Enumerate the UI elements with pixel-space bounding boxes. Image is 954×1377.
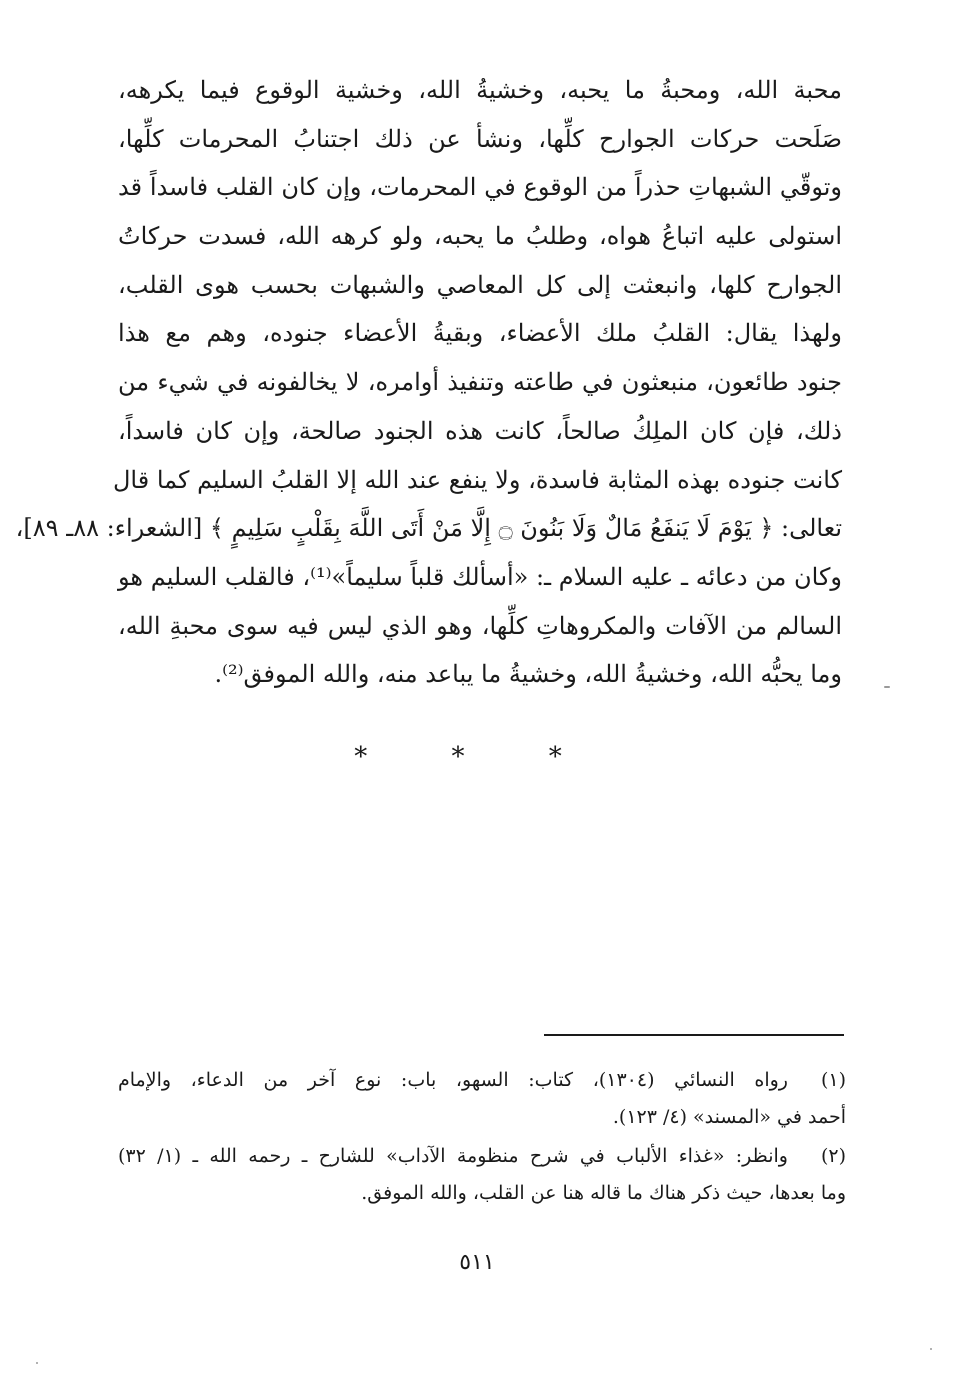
footnote-number: (٢) [820,1145,846,1167]
body-line: استولى عليه اتباعُ هواه، وطلبُ ما يحبه، ولو كرهه الله، فسدت حركاتُ [118,222,842,251]
quran-verse-line: تعالى: ﴿ يَوْمَ لَا يَنفَعُ مَالٌ وَلَا بَنُونَ ۝ إِلَّا مَنْ أَتَى اللَّهَ بِقَلْبٍ سَلِيمٍ ﴾ [الشعراء: ٨٨ـ ٨٩]، [15,514,842,543]
footnote-divider [544,1034,844,1036]
footnote-1 [118,1062,846,1136]
main-text-block [15,66,842,699]
scan-speck [36,1362,38,1364]
body-line: ولهذا يقال: القلبُ ملك الأعضاء، وبقيةُ الأعضاء جنوده، وهم مع هذا [118,319,842,348]
body-line: وتوقّي الشبهاتِ حذراً من الوقوع في المحرمات، وإن كان القلب فاسداً قد [118,173,842,202]
footnote-line: أحمد في «المسند» (٤/ ١٢٣). [612,1106,846,1128]
body-line: وكان من دعائه ـ عليه السلام ـ: «أسألك قلباً سليماً»⁽¹⁾، فالقلب السليم هو [118,562,842,591]
body-line: صَلَحت حركات الجوارح كلِّها، ونشأ عن ذلك اجتنابُ المحرمات كلِّها، [118,124,842,153]
scan-speck [930,1348,932,1350]
footnote-2 [118,1138,846,1212]
footnote-number: (١) [820,1069,846,1091]
page-number: ٥١١ [459,1250,495,1275]
body-line: وما يحبُّه الله، وخشيةُ الله، وخشيةُ ما يباعد منه، والله الموفق⁽²⁾. [214,660,842,689]
scan-speck [884,686,890,688]
body-line: كانت جنوده بهذه المثابة فاسدة، ولا ينفع عند الله إلا القلبُ السليم كما قال [112,465,842,494]
body-line: جنود طائعون، منبعثون في طاعته وتنفيذ أوامره، لا يخالفونه في شيء من [118,368,842,397]
section-separator: * * * [354,742,600,772]
footnote-line: وما بعدها، حيث ذكر هناك ما قاله هنا عن القلب، والله الموفق. [361,1182,846,1204]
footnote-line: وانظر: «غذاء الألباب في شرح منظومة الآداب» للشارح ـ رحمه الله ـ (١/ ٣٢) [118,1145,788,1167]
body-line: السالم من الآفات والمكروهاتِ كلِّها، وهو الذي ليس فيه سوى محبةِ الله، [118,611,842,640]
body-line: ذلك، فإن كان الملِكُ صالحاً، كانت هذه الجنود صالحة، وإن كان فاسداً، [118,416,842,445]
footnotes-block [118,1062,846,1214]
body-line: الجوارح كلها، وانبعثت إلى كل المعاصي والشبهات بحسب هوى القلب، [118,270,842,299]
footnote-line: رواه النسائي (١٣٠٤)، كتاب: السهو، باب: نوع آخر من الدعاء، والإمام [118,1069,788,1091]
body-line: محبة الله، ومحبةُ ما يحبه، وخشيةُ الله، وخشية الوقوع فيما يكرهه، [118,76,842,104]
